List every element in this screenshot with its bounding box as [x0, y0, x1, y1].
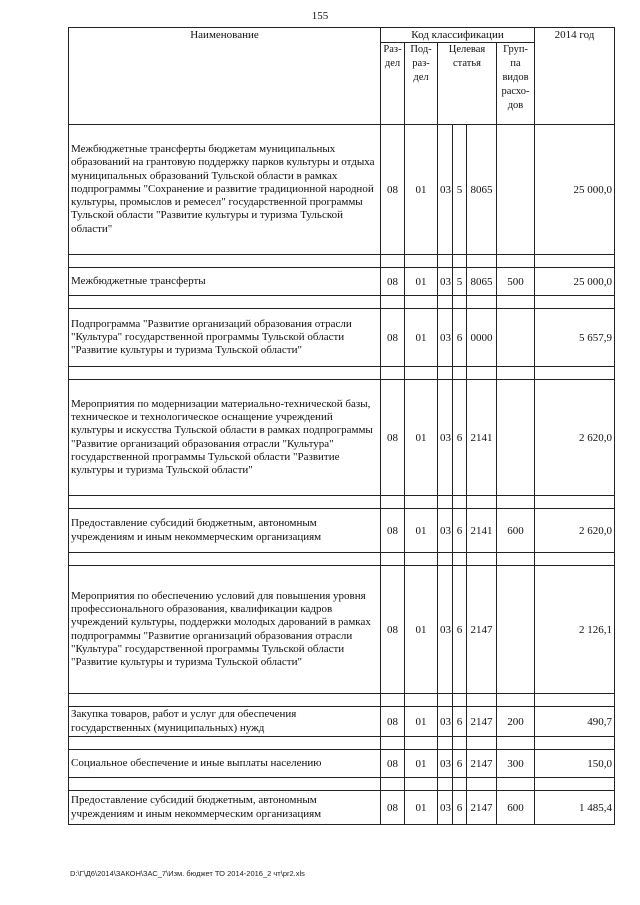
table-row — [69, 750, 615, 778]
table-row — [69, 566, 615, 694]
row-cs3: 2147 — [467, 791, 497, 825]
row-podrazdel: 01 — [405, 707, 438, 737]
row-name: Социальное обеспечение и иные выплаты населению — [69, 750, 381, 778]
header-gruppa: Груп- па видов расхо- дов — [497, 43, 535, 125]
row-gruppa: 300 — [497, 750, 535, 778]
header-code: Код классификации — [381, 28, 535, 43]
row-cs3: 2147 — [467, 566, 497, 694]
header-razdel: Раз- дел — [381, 43, 405, 125]
row-razdel: 08 — [381, 380, 405, 496]
row-amount: 150,0 — [535, 750, 615, 778]
row-name: Межбюджетные трансферты — [69, 268, 381, 296]
row-amount: 5 657,9 — [535, 309, 615, 367]
header-celevaya: Целевая статья — [438, 43, 497, 125]
row-spacer — [69, 496, 615, 509]
file-path-footer: D:\Г\Д6\2014\ЗАКОН\ЗАС_7\Изм. бюджет ТО 2014-2016_2 чт\pr2.xls — [70, 869, 305, 878]
table-row — [69, 125, 615, 255]
row-razdel: 08 — [381, 268, 405, 296]
row-spacer — [69, 737, 615, 750]
table-row — [69, 380, 615, 496]
table-row — [69, 309, 615, 367]
row-razdel: 08 — [381, 309, 405, 367]
row-cs2: 5 — [453, 268, 467, 296]
row-cs1: 03 — [438, 125, 453, 255]
table-row — [69, 707, 615, 737]
row-podrazdel: 01 — [405, 309, 438, 367]
row-cs2: 6 — [453, 309, 467, 367]
row-razdel: 08 — [381, 125, 405, 255]
row-cs1: 03 — [438, 268, 453, 296]
row-amount: 1 485,4 — [535, 791, 615, 825]
table-body — [69, 125, 615, 825]
row-gruppa — [497, 380, 535, 496]
row-cs2: 6 — [453, 791, 467, 825]
row-podrazdel: 01 — [405, 268, 438, 296]
row-razdel: 08 — [381, 707, 405, 737]
row-cs2: 6 — [453, 707, 467, 737]
row-spacer — [69, 553, 615, 566]
row-spacer — [69, 296, 615, 309]
row-razdel: 08 — [381, 509, 405, 553]
row-spacer — [69, 255, 615, 268]
row-cs2: 6 — [453, 509, 467, 553]
row-cs3: 8065 — [467, 268, 497, 296]
row-podrazdel: 01 — [405, 791, 438, 825]
row-gruppa — [497, 566, 535, 694]
row-gruppa: 500 — [497, 268, 535, 296]
row-amount: 490,7 — [535, 707, 615, 737]
row-amount: 2 126,1 — [535, 566, 615, 694]
row-name: Мероприятия по модернизации материально-технической базы, техническое и технологическое оснащение учреждений культуры и искусства Тульской области в рамках подпрограммы "Развитие организаций образования отрасли "Культура" государственной программы Тульской области "Развитие культуры и туризма Тульской области" — [69, 380, 381, 496]
row-cs3: 8065 — [467, 125, 497, 255]
row-cs3: 0000 — [467, 309, 497, 367]
row-gruppa: 600 — [497, 509, 535, 553]
row-cs1: 03 — [438, 566, 453, 694]
row-name: Мероприятия по обеспечению условий для повышения уровня профессионального образования, квалификации кадров учреждений культуры, поддержки молодых дарований в рамках подпрограммы "Развитие организаций образования отрасли "Культура" государственной программы Тульской области "Развитие культуры и туризма Тульской области" — [69, 566, 381, 694]
row-podrazdel: 01 — [405, 566, 438, 694]
row-cs1: 03 — [438, 380, 453, 496]
row-cs1: 03 — [438, 707, 453, 737]
row-cs3: 2147 — [467, 750, 497, 778]
budget-table — [68, 27, 615, 825]
row-spacer — [69, 778, 615, 791]
table-row — [69, 509, 615, 553]
row-cs2: 6 — [453, 566, 467, 694]
row-cs1: 03 — [438, 509, 453, 553]
row-cs3: 2141 — [467, 509, 497, 553]
header-name: Наименование — [69, 28, 381, 125]
row-podrazdel: 01 — [405, 380, 438, 496]
row-gruppa: 600 — [497, 791, 535, 825]
row-name: Предоставление субсидий бюджетным, автономным учреждениям и иным некоммерческим организациям — [69, 791, 381, 825]
row-name: Подпрограмма "Развитие организаций образования отрасли "Культура" государственной программы Тульской области "Развитие культуры и туризма Тульской области" — [69, 309, 381, 367]
row-cs3: 2147 — [467, 707, 497, 737]
header-podrazdel: Под- раз- дел — [405, 43, 438, 125]
row-podrazdel: 01 — [405, 750, 438, 778]
row-amount: 2 620,0 — [535, 380, 615, 496]
row-razdel: 08 — [381, 566, 405, 694]
row-name: Закупка товаров, работ и услуг для обеспечения государственных (муниципальных) нужд — [69, 707, 381, 737]
row-spacer — [69, 694, 615, 707]
header-year: 2014 год — [535, 28, 615, 125]
row-amount: 25 000,0 — [535, 268, 615, 296]
row-cs2: 6 — [453, 380, 467, 496]
row-gruppa: 200 — [497, 707, 535, 737]
row-amount: 25 000,0 — [535, 125, 615, 255]
row-cs3: 2141 — [467, 380, 497, 496]
row-cs2: 6 — [453, 750, 467, 778]
row-gruppa — [497, 309, 535, 367]
row-razdel: 08 — [381, 750, 405, 778]
page-number: 155 — [311, 10, 329, 22]
table-row — [69, 791, 615, 825]
row-name: Межбюджетные трансферты бюджетам муниципальных образований на грантовую поддержку парков культуры и отдыха муниципальных образований Тульской области в рамках подпрограммы "Сохранение и развитие традиционной народной культуры, промыслов и ремесел" государственной программы Тульской области "Развитие культуры и туризма Тульской области" — [69, 125, 381, 255]
row-cs1: 03 — [438, 750, 453, 778]
row-gruppa — [497, 125, 535, 255]
row-razdel: 08 — [381, 791, 405, 825]
row-cs1: 03 — [438, 309, 453, 367]
row-cs2: 5 — [453, 125, 467, 255]
row-podrazdel: 01 — [405, 125, 438, 255]
row-amount: 2 620,0 — [535, 509, 615, 553]
row-spacer — [69, 367, 615, 380]
row-podrazdel: 01 — [405, 509, 438, 553]
row-cs1: 03 — [438, 791, 453, 825]
table-row — [69, 268, 615, 296]
row-name: Предоставление субсидий бюджетным, автономным учреждениям и иным некоммерческим организациям — [69, 509, 381, 553]
